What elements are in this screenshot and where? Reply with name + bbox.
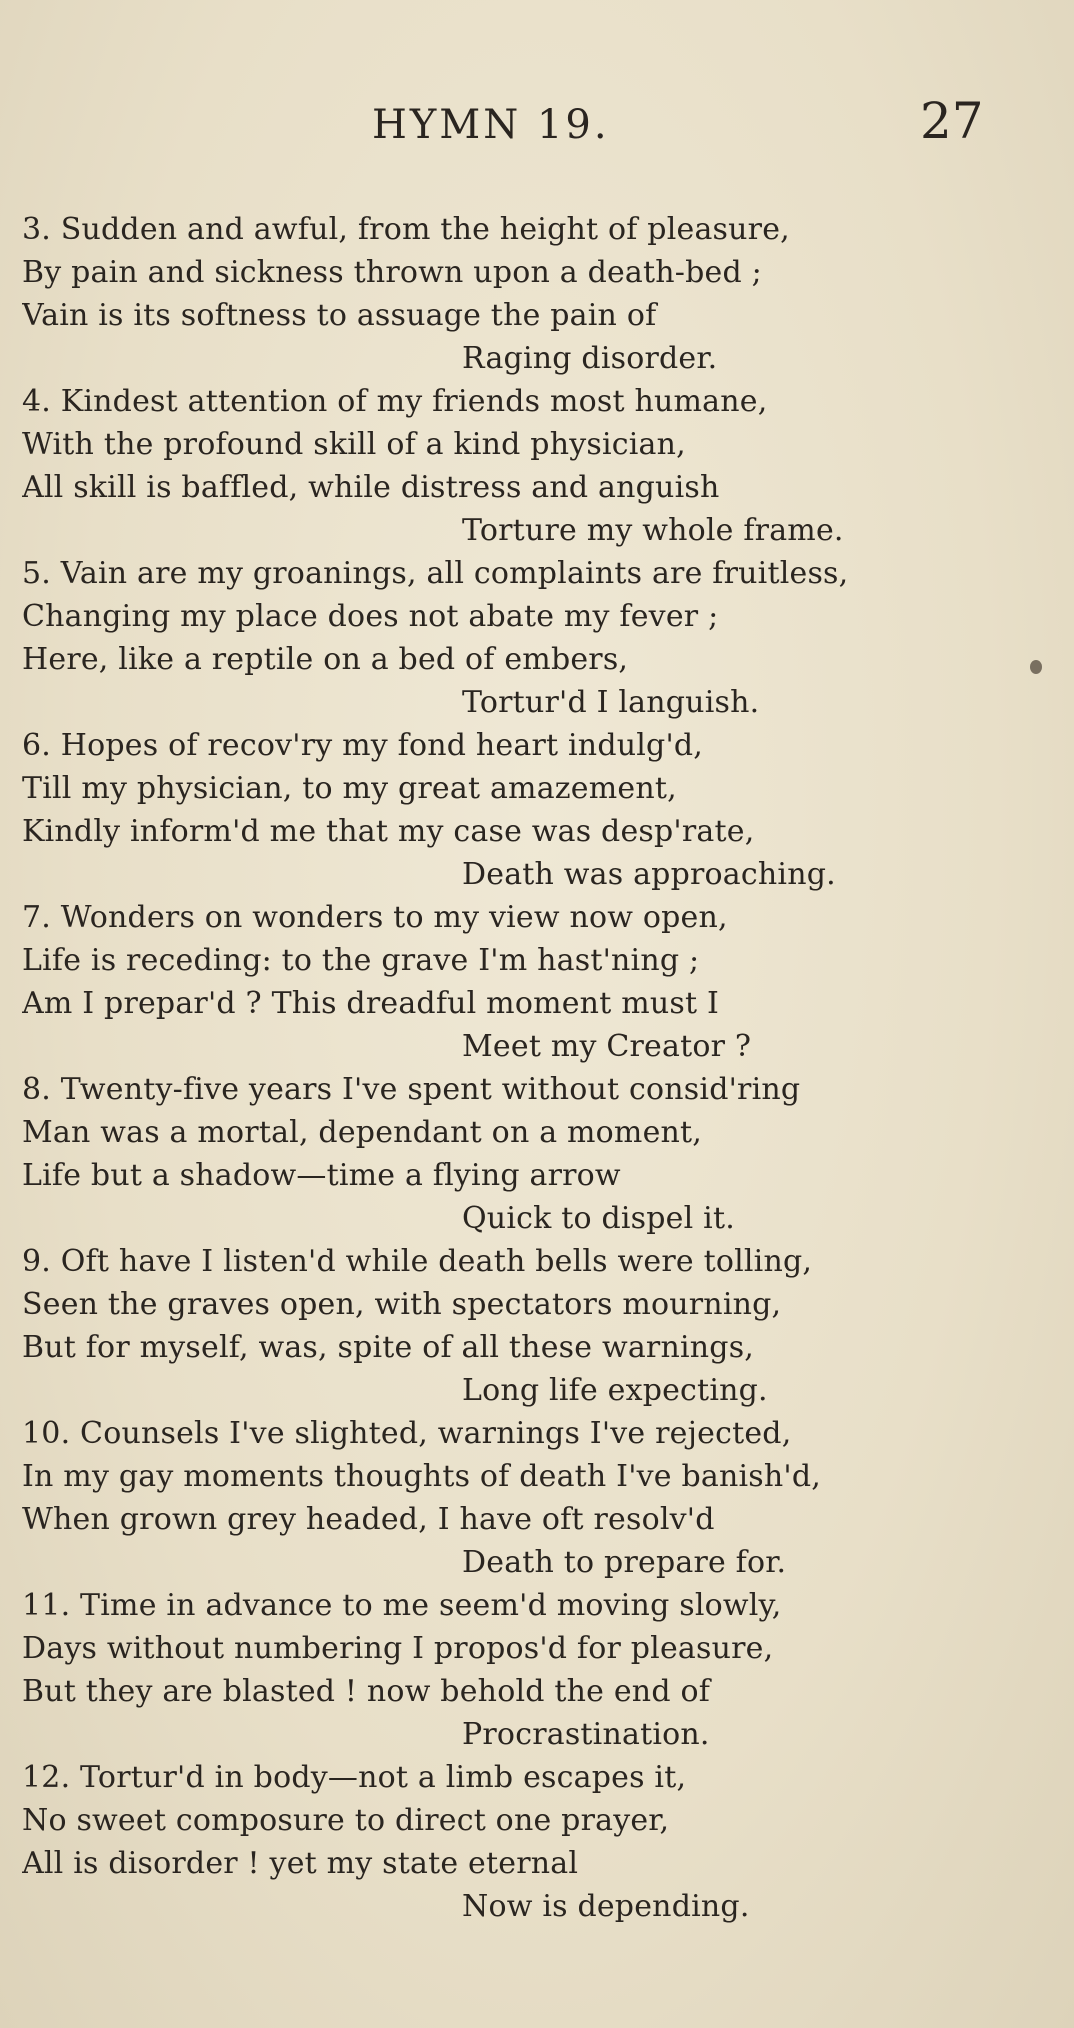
stanza-6 <box>22 724 1062 896</box>
verse-line: Vain is its softness to assuage the pain of <box>22 298 657 333</box>
verse-line: Kindly inform'd me that my case was desp'rate, <box>22 814 755 849</box>
verse-line: In my gay moments thoughts of death I've banish'd, <box>22 1459 822 1494</box>
hymn-title: HYMN 19. <box>372 102 610 148</box>
verse-line: No sweet composure to direct one prayer, <box>22 1803 670 1838</box>
verse-line: 10. Counsels I've slighted, warnings I've rejected, <box>22 1416 792 1451</box>
stanza-3 <box>22 208 1062 380</box>
verse-line: By pain and sickness thrown upon a death-bed ; <box>22 255 762 290</box>
stanza-10 <box>22 1412 1062 1584</box>
verse-line: All skill is baffled, while distress and anguish <box>22 470 720 505</box>
refrain-line: Procrastination. <box>462 1717 710 1752</box>
verse-line: But they are blasted ! now behold the end of <box>22 1674 711 1709</box>
verse-line: Days without numbering I propos'd for pleasure, <box>22 1631 774 1666</box>
page-number: 27 <box>920 92 984 150</box>
refrain-line: Quick to dispel it. <box>462 1201 735 1236</box>
hymn-text <box>22 208 1062 1928</box>
refrain-line: Death was approaching. <box>462 857 836 892</box>
verse-line: But for myself, was, spite of all these warnings, <box>22 1330 755 1365</box>
verse-line: With the profound skill of a kind physician, <box>22 427 686 462</box>
verse-line: 9. Oft have I listen'd while death bells were tolling, <box>22 1244 813 1279</box>
refrain-line: Meet my Creator ? <box>462 1029 752 1064</box>
refrain-line: Torture my whole frame. <box>462 513 844 548</box>
verse-line: 12. Tortur'd in body—not a limb escapes it, <box>22 1760 687 1795</box>
refrain-line: Now is depending. <box>462 1889 750 1924</box>
stanza-4 <box>22 380 1062 552</box>
verse-line: 4. Kindest attention of my friends most humane, <box>22 384 768 419</box>
stanza-11 <box>22 1584 1062 1756</box>
verse-line: 5. Vain are my groanings, all complaints are fruitless, <box>22 556 849 591</box>
refrain-line: Death to prepare for. <box>462 1545 787 1580</box>
verse-line: 3. Sudden and awful, from the height of pleasure, <box>22 212 790 247</box>
verse-line: Here, like a reptile on a bed of embers, <box>22 642 629 677</box>
stanza-9 <box>22 1240 1062 1412</box>
verse-line: All is disorder ! yet my state eternal <box>22 1846 579 1881</box>
verse-line: Till my physician, to my great amazement, <box>22 771 677 806</box>
verse-line: 6. Hopes of recov'ry my fond heart indulg'd, <box>22 728 704 763</box>
verse-line: Man was a mortal, dependant on a moment, <box>22 1115 703 1150</box>
verse-line: Changing my place does not abate my fever ; <box>22 599 719 634</box>
stanza-7 <box>22 896 1062 1068</box>
refrain-line: Long life expecting. <box>462 1373 768 1408</box>
page-header <box>0 92 1074 155</box>
verse-line: Life but a shadow—time a flying arrow <box>22 1158 621 1193</box>
verse-line: Life is receding: to the grave I'm hast'ning ; <box>22 943 700 978</box>
verse-line: 7. Wonders on wonders to my view now open, <box>22 900 728 935</box>
verse-line: Seen the graves open, with spectators mourning, <box>22 1287 782 1322</box>
verse-line: 8. Twenty-five years I've spent without consid'ring <box>22 1072 801 1107</box>
refrain-line: Tortur'd I languish. <box>462 685 760 720</box>
stanza-5 <box>22 552 1062 724</box>
verse-line: When grown grey headed, I have oft resolv'd <box>22 1502 715 1537</box>
verse-line: Am I prepar'd ? This dreadful moment must I <box>22 986 720 1021</box>
verse-line: 11. Time in advance to me seem'd moving slowly, <box>22 1588 782 1623</box>
stanza-12 <box>22 1756 1062 1928</box>
ink-speck <box>1030 660 1042 674</box>
stanza-8 <box>22 1068 1062 1240</box>
refrain-line: Raging disorder. <box>462 341 718 376</box>
